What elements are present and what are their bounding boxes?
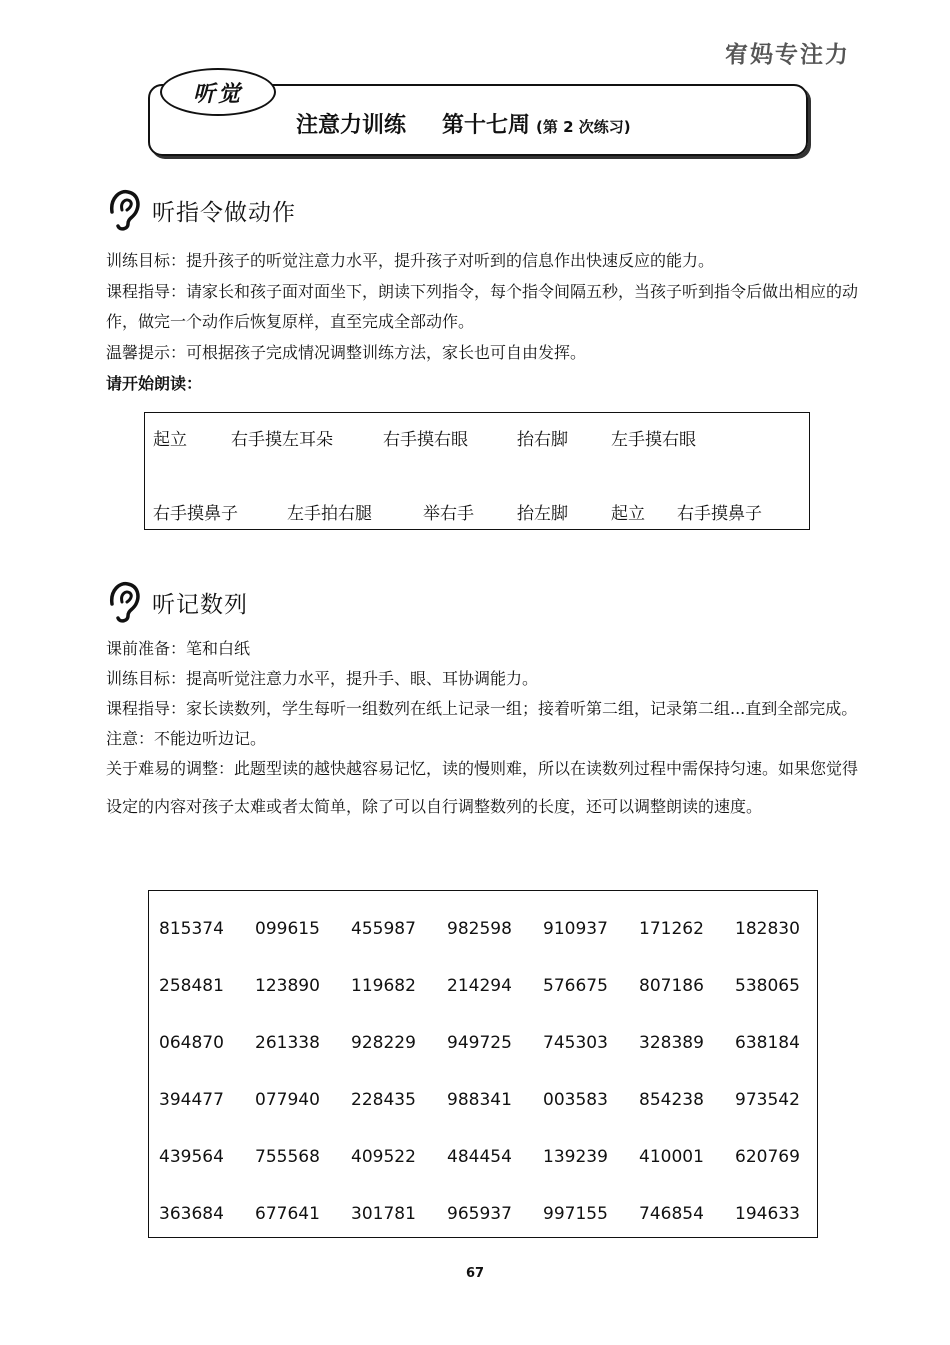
number-cell: 182830 bbox=[735, 919, 800, 939]
number-cell: 123890 bbox=[255, 976, 320, 996]
number-cell: 854238 bbox=[639, 1090, 704, 1110]
number-cell: 484454 bbox=[447, 1147, 512, 1167]
number-cell: 439564 bbox=[159, 1147, 224, 1167]
number-cell: 455987 bbox=[351, 919, 416, 939]
command-row bbox=[145, 425, 809, 451]
number-cell: 910937 bbox=[543, 919, 608, 939]
number-row bbox=[149, 1204, 817, 1228]
number-cell: 982598 bbox=[447, 919, 512, 939]
number-cell: 620769 bbox=[735, 1147, 800, 1167]
number-cell: 928229 bbox=[351, 1033, 416, 1053]
number-cell: 228435 bbox=[351, 1090, 416, 1110]
number-cell: 997155 bbox=[543, 1204, 608, 1224]
section1-heading bbox=[104, 188, 296, 232]
section1-title: 听指令做动作 bbox=[152, 199, 296, 226]
number-cell: 171262 bbox=[639, 919, 704, 939]
command-item: 左手拍右腿 bbox=[287, 504, 372, 524]
number-cell: 576675 bbox=[543, 976, 608, 996]
title-main: 注意力训练 bbox=[296, 113, 407, 138]
number-cell: 807186 bbox=[639, 976, 704, 996]
command-item: 右手摸左耳朵 bbox=[231, 430, 333, 450]
section2-prep: 课前准备：笔和白纸 bbox=[106, 639, 251, 658]
number-cell: 965937 bbox=[447, 1204, 512, 1224]
section2-difficulty: 关于难易的调整：此题型读的越快越容易记忆，读的慢则难，所以在读数列过程中需保持匀速。如果您觉得设定的内容对孩子太难或者太简单，除了可以自行调整数列的长度，还可以调整朗读的速度。 bbox=[106, 759, 859, 816]
ear-icon bbox=[104, 580, 144, 624]
number-row bbox=[149, 1147, 817, 1171]
title-sub: (第 2 次练习) bbox=[536, 118, 631, 136]
command-item: 左手摸右眼 bbox=[611, 430, 696, 450]
number-cell: 363684 bbox=[159, 1204, 224, 1224]
number-cell: 677641 bbox=[255, 1204, 320, 1224]
number-cell: 077940 bbox=[255, 1090, 320, 1110]
number-cell: 258481 bbox=[159, 976, 224, 996]
number-cell: 745303 bbox=[543, 1033, 608, 1053]
number-cell: 746854 bbox=[639, 1204, 704, 1224]
page-number: 67 bbox=[465, 1266, 485, 1281]
command-item: 右手摸鼻子 bbox=[677, 504, 762, 524]
number-cell: 099615 bbox=[255, 919, 320, 939]
number-cell: 638184 bbox=[735, 1033, 800, 1053]
title-week: 第十七周 bbox=[442, 113, 531, 138]
listening-tag: 听觉 bbox=[160, 68, 276, 116]
number-row bbox=[149, 1090, 817, 1114]
section1-guide: 课程指导：请家长和孩子面对面坐下，朗读下列指令，每个指令间隔五秒，当孩子听到指令后做出相应的动作，做完一个动作后恢复原样，直至完成全部动作。 bbox=[106, 282, 859, 331]
command-row bbox=[145, 499, 809, 525]
number-cell: 409522 bbox=[351, 1147, 416, 1167]
number-cell: 119682 bbox=[351, 976, 416, 996]
number-cell: 194633 bbox=[735, 1204, 800, 1224]
command-item: 抬右脚 bbox=[517, 430, 568, 450]
number-cell: 815374 bbox=[159, 919, 224, 939]
section1-tip: 温馨提示：可根据孩子完成情况调整训练方法，家长也可自由发挥。 bbox=[106, 343, 587, 362]
section1-start: 请开始朗读： bbox=[106, 374, 203, 393]
command-item: 右手摸鼻子 bbox=[153, 504, 238, 524]
number-cell: 973542 bbox=[735, 1090, 800, 1110]
number-table bbox=[148, 890, 818, 1238]
number-row bbox=[149, 1033, 817, 1057]
number-row bbox=[149, 976, 817, 1000]
command-item: 右手摸右眼 bbox=[383, 430, 468, 450]
command-box bbox=[144, 412, 810, 530]
number-cell: 410001 bbox=[639, 1147, 704, 1167]
number-cell: 003583 bbox=[543, 1090, 608, 1110]
number-row bbox=[149, 919, 817, 943]
command-item: 抬左脚 bbox=[517, 504, 568, 524]
number-cell: 988341 bbox=[447, 1090, 512, 1110]
number-cell: 949725 bbox=[447, 1033, 512, 1053]
section2-goal: 训练目标：提高听觉注意力水平，提升手、眼、耳协调能力。 bbox=[106, 669, 539, 688]
number-cell: 301781 bbox=[351, 1204, 416, 1224]
number-cell: 538065 bbox=[735, 976, 800, 996]
number-cell: 261338 bbox=[255, 1033, 320, 1053]
page-title bbox=[296, 108, 631, 139]
section2-title: 听记数列 bbox=[152, 591, 248, 618]
number-cell: 394477 bbox=[159, 1090, 224, 1110]
command-item: 起立 bbox=[611, 504, 645, 524]
command-item: 起立 bbox=[153, 430, 187, 450]
number-cell: 214294 bbox=[447, 976, 512, 996]
section1-goal: 训练目标：提升孩子的听觉注意力水平，提升孩子对听到的信息作出快速反应的能力。 bbox=[106, 251, 715, 270]
command-item: 举右手 bbox=[423, 504, 474, 524]
number-cell: 328389 bbox=[639, 1033, 704, 1053]
section2-guide: 课程指导：家长读数列，学生每听一组数列在纸上记录一组；接着听第二组，记录第二组...直到全部完成。注意：不能边听边记。 bbox=[106, 699, 858, 748]
brand-title: 宥妈专注力 bbox=[725, 42, 850, 68]
ear-icon bbox=[104, 188, 144, 232]
number-cell: 139239 bbox=[543, 1147, 608, 1167]
section2-heading bbox=[104, 580, 248, 624]
number-cell: 064870 bbox=[159, 1033, 224, 1053]
number-cell: 755568 bbox=[255, 1147, 320, 1167]
